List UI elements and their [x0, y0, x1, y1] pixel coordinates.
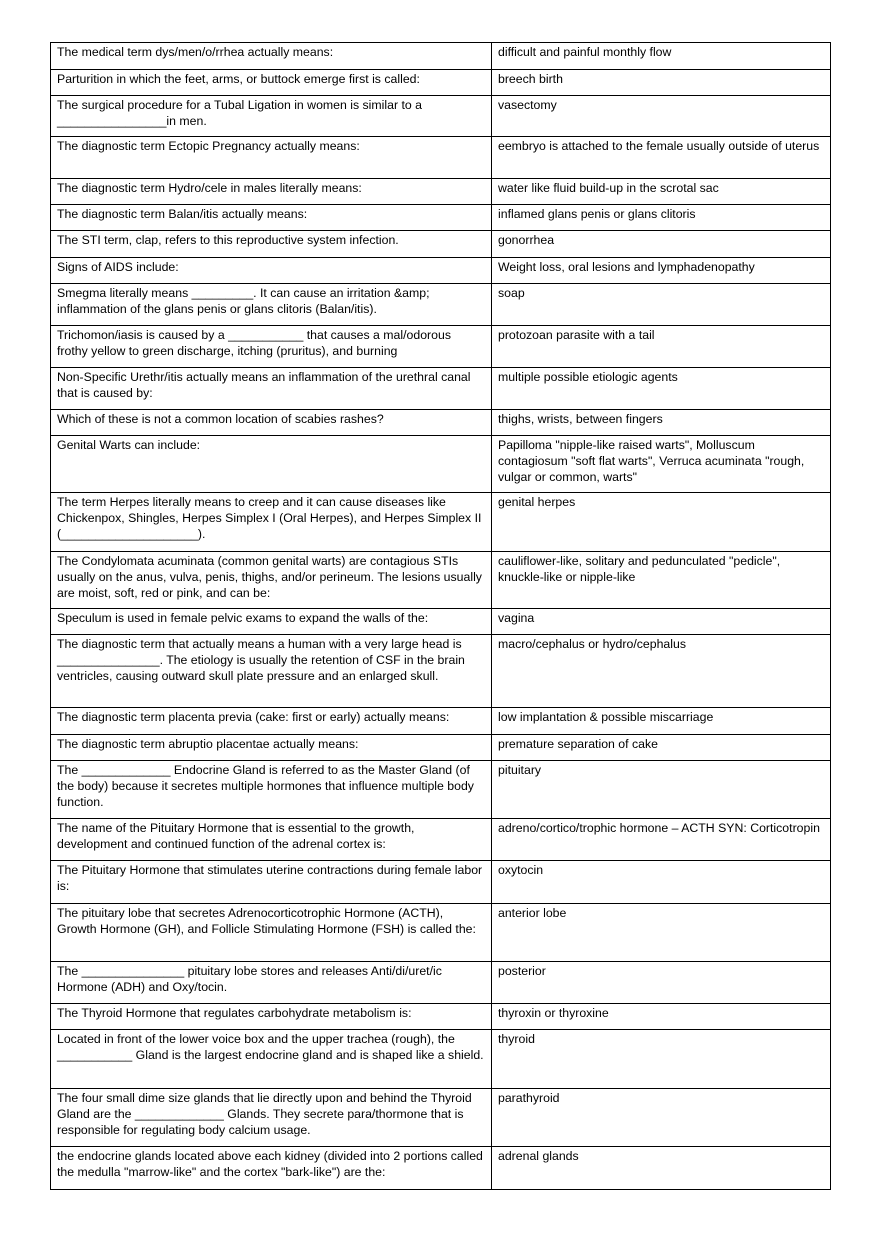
answer-cell: difficult and painful monthly flow: [492, 43, 831, 70]
question-cell: The STI term, clap, refers to this reproductive system infection.: [51, 231, 492, 258]
table-row: [51, 1004, 831, 1030]
table-row: [51, 962, 831, 1004]
table-row: [51, 609, 831, 635]
answer-cell: Papilloma "nipple-like raised warts", Molluscum contagiosum "soft flat warts", Verruca acuminata "rough, vulgar or common, warts": [492, 436, 831, 493]
answer-cell: parathyroid: [492, 1089, 831, 1147]
table-row: [51, 96, 831, 137]
question-cell: Located in front of the lower voice box and the upper trachea (rough), the ___________ Gland is the largest endocrine gland and is shaped like a shield.: [51, 1030, 492, 1089]
answer-cell: protozoan parasite with a tail: [492, 326, 831, 368]
table-row: [51, 326, 831, 368]
question-cell: The diagnostic term that actually means a human with a very large head is _______________. The etiology is usually the retention of CSF in the brain ventricles, causing outward skull plate pressure and an enlarged skull.: [51, 635, 492, 708]
answer-cell: adrenal glands: [492, 1147, 831, 1190]
flashcard-table-body: [51, 43, 831, 1190]
answer-cell: thighs, wrists, between fingers: [492, 410, 831, 436]
flashcard-table: [50, 42, 831, 1190]
question-cell: The diagnostic term Hydro/cele in males literally means:: [51, 179, 492, 205]
table-row: [51, 43, 831, 70]
table-row: [51, 735, 831, 761]
table-row: [51, 258, 831, 284]
table-row: [51, 1030, 831, 1089]
table-row: [51, 231, 831, 258]
question-cell: The diagnostic term abruptio placentae actually means:: [51, 735, 492, 761]
table-row: [51, 819, 831, 861]
answer-cell: low implantation & possible miscarriage: [492, 708, 831, 735]
table-row: [51, 137, 831, 179]
question-cell: The diagnostic term Balan/itis actually means:: [51, 205, 492, 231]
table-row: [51, 708, 831, 735]
question-cell: The surgical procedure for a Tubal Ligation in women is similar to a ________________in men.: [51, 96, 492, 137]
question-cell: The _______________ pituitary lobe stores and releases Anti/di/uret/ic Hormone (ADH) and Oxy/tocin.: [51, 962, 492, 1004]
flashcard-sheet: [50, 42, 830, 1190]
answer-cell: anterior lobe: [492, 904, 831, 962]
question-cell: Parturition in which the feet, arms, or buttock emerge first is called:: [51, 70, 492, 96]
answer-cell: multiple possible etiologic agents: [492, 368, 831, 410]
answer-cell: genital herpes: [492, 493, 831, 552]
question-cell: Genital Warts can include:: [51, 436, 492, 493]
question-cell: The name of the Pituitary Hormone that is essential to the growth, development and continued function of the adrenal cortex is:: [51, 819, 492, 861]
answer-cell: soap: [492, 284, 831, 326]
question-cell: The diagnostic term Ectopic Pregnancy actually means:: [51, 137, 492, 179]
table-row: [51, 1089, 831, 1147]
answer-cell: thyroxin or thyroxine: [492, 1004, 831, 1030]
answer-cell: adreno/cortico/trophic hormone – ACTH SYN: Corticotropin: [492, 819, 831, 861]
question-cell: The Condylomata acuminata (common genital warts) are contagious STIs usually on the anus, vulva, penis, thighs, and/or perineum. The lesions usually are moist, soft, red or pink, and can be:: [51, 552, 492, 609]
answer-cell: water like fluid build-up in the scrotal sac: [492, 179, 831, 205]
table-row: [51, 368, 831, 410]
question-cell: the endocrine glands located above each kidney (divided into 2 portions called the medulla "marrow-like" and the cortex "bark-like") are the:: [51, 1147, 492, 1190]
table-row: [51, 179, 831, 205]
table-row: [51, 635, 831, 708]
question-cell: The medical term dys/men/o/rrhea actually means:: [51, 43, 492, 70]
answer-cell: gonorrhea: [492, 231, 831, 258]
answer-cell: cauliflower-like, solitary and pedunculated "pedicle", knuckle-like or nipple-like: [492, 552, 831, 609]
question-cell: The diagnostic term placenta previa (cake: first or early) actually means:: [51, 708, 492, 735]
answer-cell: thyroid: [492, 1030, 831, 1089]
answer-cell: pituitary: [492, 761, 831, 819]
table-row: [51, 761, 831, 819]
table-row: [51, 552, 831, 609]
question-cell: The pituitary lobe that secretes Adrenocorticotrophic Hormone (ACTH), Growth Hormone (GH), and Follicle Stimulating Hormone (FSH) is called the:: [51, 904, 492, 962]
answer-cell: macro/cephalus or hydro/cephalus: [492, 635, 831, 708]
table-row: [51, 493, 831, 552]
table-row: [51, 205, 831, 231]
answer-cell: vasectomy: [492, 96, 831, 137]
question-cell: Speculum is used in female pelvic exams to expand the walls of the:: [51, 609, 492, 635]
answer-cell: posterior: [492, 962, 831, 1004]
question-cell: Signs of AIDS include:: [51, 258, 492, 284]
question-cell: Trichomon/iasis is caused by a ___________ that causes a mal/odorous frothy yellow to green discharge, itching (pruritus), and burning: [51, 326, 492, 368]
table-row: [51, 1147, 831, 1190]
answer-cell: breech birth: [492, 70, 831, 96]
question-cell: The _____________ Endocrine Gland is referred to as the Master Gland (of the body) because it secretes multiple hormones that influence multiple body function.: [51, 761, 492, 819]
answer-cell: vagina: [492, 609, 831, 635]
answer-cell: eembryo is attached to the female usually outside of uterus: [492, 137, 831, 179]
answer-cell: premature separation of cake: [492, 735, 831, 761]
answer-cell: inflamed glans penis or glans clitoris: [492, 205, 831, 231]
table-row: [51, 904, 831, 962]
answer-cell: Weight loss, oral lesions and lymphadenopathy: [492, 258, 831, 284]
question-cell: The four small dime size glands that lie directly upon and behind the Thyroid Gland are the _____________ Glands. They secrete para/thormone that is responsible for regulating body calcium usage.: [51, 1089, 492, 1147]
table-row: [51, 410, 831, 436]
question-cell: The term Herpes literally means to creep and it can cause diseases like Chickenpox, Shingles, Herpes Simplex I (Oral Herpes), and Herpes Simplex II (____________________).: [51, 493, 492, 552]
table-row: [51, 861, 831, 904]
question-cell: The Thyroid Hormone that regulates carbohydrate metabolism is:: [51, 1004, 492, 1030]
table-row: [51, 70, 831, 96]
table-row: [51, 284, 831, 326]
question-cell: The Pituitary Hormone that stimulates uterine contractions during female labor is:: [51, 861, 492, 904]
question-cell: Which of these is not a common location of scabies rashes?: [51, 410, 492, 436]
question-cell: Smegma literally means _________. It can cause an irritation &amp; inflammation of the glans penis or glans clitoris (Balan/itis).: [51, 284, 492, 326]
answer-cell: oxytocin: [492, 861, 831, 904]
table-row: [51, 436, 831, 493]
question-cell: Non-Specific Urethr/itis actually means an inflammation of the urethral canal that is caused by:: [51, 368, 492, 410]
